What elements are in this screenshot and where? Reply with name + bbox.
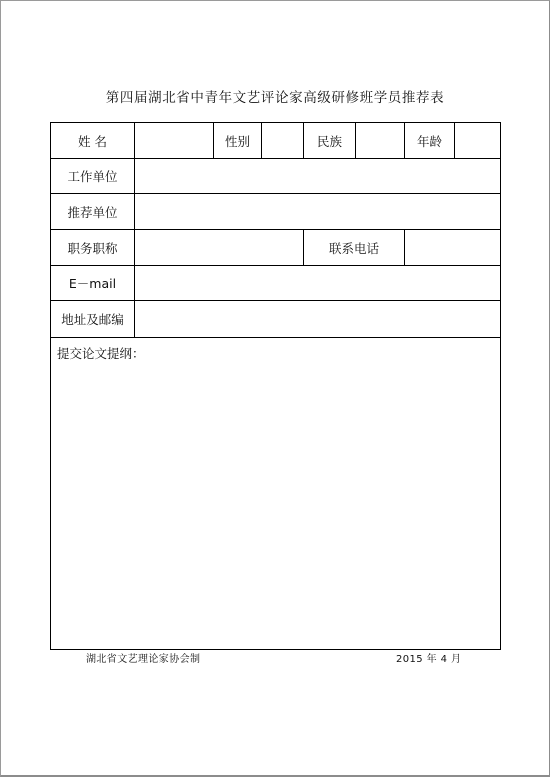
form-row-work-unit [51,159,501,194]
name-field[interactable] [135,123,214,159]
form-row-basic-info [51,123,501,159]
work-unit-label: 工作单位 [51,159,135,194]
age-field[interactable] [455,123,501,159]
form-row-title-phone [51,230,501,266]
paper-outline-label: 提交论文提纲： [57,346,145,361]
address-field[interactable] [135,301,501,338]
email-field[interactable] [135,266,501,301]
document-title: 第四届湖北省中青年文艺评论家高级研修班学员推荐表 [105,90,445,106]
age-label: 年龄 [405,123,455,159]
footer-issuer: 湖北省文艺理论家协会制 [86,654,201,665]
form-row-paper-outline [51,338,501,650]
ethnicity-field[interactable] [356,123,405,159]
form-row-recommending-unit [51,194,501,230]
phone-label: 联系电话 [304,230,405,266]
phone-field[interactable] [405,230,501,266]
gender-field[interactable] [262,123,304,159]
recommending-unit-label: 推荐单位 [51,194,135,230]
work-unit-field[interactable] [135,159,501,194]
form-row-address [51,301,501,338]
recommending-unit-field[interactable] [135,194,501,230]
gender-label: 性别 [214,123,262,159]
form-row-email [51,266,501,301]
address-label: 地址及邮编 [51,301,135,338]
footer-date: 2015 年 4 月 [396,654,462,665]
recommendation-form-table [50,122,501,650]
title-label: 职务职称 [51,230,135,266]
paper-outline-area[interactable] [51,338,501,650]
title-field[interactable] [135,230,304,266]
name-label: 姓 名 [51,123,135,159]
email-label: E－mail [51,266,135,301]
ethnicity-label: 民族 [304,123,356,159]
